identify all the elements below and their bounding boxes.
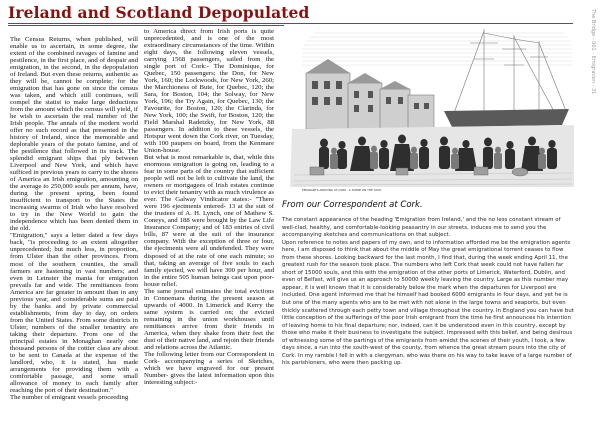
paragraph: But what is most remarkable is, that, while this enormous emigration is going on, leading to a fear in some parts of the country that sufficient people will not be left to cultivate the land, the owners or mortgagees of Irish estates continue to evict their tenantry with as much virulence as ever. The Galway Vindicator states:- "There were 196 ejectments entered- 13 at the suit of the trustees of A. H. Lynch, one of Mathew S. Coneys, and 188 were brought by the Law Life Insurance Company; and of 183 entries of civil bills, 87 were at the suit of the insurance company. With the exception of three or four, the ejectments were all undefended. They were disposed of at the rate of one each minute; so that, taking an average of five souls to each family ejected, we will have 300 per hour, and in the entire 505 human beings cast upon poor-house relief. <box>144 154 274 288</box>
article-column-3 <box>282 217 575 368</box>
correspondent-caption: From our Correspondent at Cork. <box>282 200 423 210</box>
paragraph: The following letter from our Correspondent in Cork- accompanying a series of Sketches, which we have engraved for our present Number- gives the latest information upon this interesting subject:- <box>144 350 274 386</box>
article-title: Ireland and Scotland Depopulated <box>8 3 310 22</box>
paragraph: The constant appearance of the heading 'Emigration from Ireland,' and the no less constant stream of well-clad, healthy, and comfortable-looking peasantry in our streets, induces me to send you the accompanying sketches and communications on that subject. <box>282 217 561 239</box>
paragraph: The same journal estimates the total evictions in Connemara during the present season at upwards of 4000. In Limerick and Kerry the same system is carried on; the evicted remaining in the union workhouses until remittances arrive from their friends in America, when they shake from their feet the dust of their native land, and rejoin their friends and relations across the Atlantic. <box>144 287 274 351</box>
title-top-rule <box>8 23 573 24</box>
paragraph: Upon reference to notes and papers of my own, and to information afforded me be the emigration agents here, I am disposed to think that about the middle of May the great emigrational torrent ceases to flow from these shores. Looking backward for the last month, I find that, during the week ending April 11, the greatest rush for the season took place. The numbers who left Cork that week could not have fallen far short of 15000 souls, and this with the emigration of the other ports of Limerick, Waterford, Dublin, and even of Belfast, will give us an approach to 50000 weekly leaving the country. Large as this number may appear, it is well known that it is considerably below the mark when the departures for Liverpool are included. One agent informed me that he himself had booked 6000 emigrants in four days, and yet he is but one of the many agents who are to be met with not alone in the large towns and seaports, but even thickly scattered through each petty town and village throughout the country. In England you can have but little conception of the sufferings of the poor Irish emigrant from the time he first announces his intention of leaving home to his final departure; nor, indeed, can it be understood even in this country, except by those who make it their business to investigate the subject. Impressed with this belief, and being desirous of witnessing some of the partings of the emigrants from amidst the scenes of their youth, I took, a few days since, a run into the south-west of the county, from whence the great stream pours into the city of Cork. In my ramble I fell in with a clergyman, who was there on his way to take leave of a large number of his parishioners, who were then packing up. <box>282 239 574 367</box>
paragraph: The Census Returns, when published, will enable us to ascertain, in some degree, the extent of the combined ravages of famine and pestilence, in the first place, and of despair and emigration, in the second, in the depopulation of Ireland. But even these returns, authentic as they will be, cannot be complete; for the emigration that has gone on since the census was taken, and which still continues, will compel the statist to make large deductions from the amount which the census will yield, if he wish to ascertain the real number of the Irish people. The annals of the modern world offer no such record as that presented in the history of Ireland, since the memorable and deplorable years of the potato famine, and of the pestilence that followed in its track. The splendid emigrant ships that ply between Liverpool and New York, and which have sufficed in previous years to carry to the shores of America an Irish emigration, amounting on the average to 250,000 souls per annum, have, during the present spring, been found insufficient to transport to the States the increasing swarms of Irish who have resolved to try in the New World to gain the independence which has been denied them in the old. <box>10 36 138 233</box>
emigrants-engraving-illustration <box>284 25 575 193</box>
illustration-caption: EMIGRANTS ARRIVING AT CORK - A SCENE ON THE QUAY. <box>302 188 382 192</box>
side-page-label: The Bridge - 001 - Emigration - 31 <box>590 9 596 95</box>
article-column-2 <box>144 28 274 386</box>
paragraph: "Emigration," says a letter dated a few days back, "is proceeding to an extent altogether unprecedented; but much less, in proportion, from Ulster than the other provinces. From most of the southern counties, the small farmers are hastening in vast numbers; and even in Leinster the mania for emigration prevails far and wide. The remittances from America are far greater in amount than in any previous year, and considerable sums are paid by the banks and by private commercial establishments, from day to day, on orders from the United States. From some districts in Ulster, numbers of the smaller tenantry are taking their departure. From one of the principal estates in Monaghan nearly one thousand persons of the cottier class are about to be sent to Canada at the expense of the landlord, who, it is stated, has made arrangements for providing them with a comfortable passage, and some small allowance of money to each family after reaching the port of their destination." <box>10 232 138 394</box>
paragraph: to America direct from Irish ports is quite unprecedented, and is one of the most extraordinary circumstances of the time. Within eight days, the following eleven vessels, carrying 1568 passengers, sailed from the single port of Cork:- The Dominique, for Quebec, 150 passengers; the Don, for New York, 160; the Lockwoods, for New York, 260; the Marchioness of Bute, for Quebec, 120; the Sara, for Boston, 104; the Solway, for New York, 196; the Try Again, for Quebec, 130; the Favourite, for Boston, 120; the Clarinda, for New York, 100; the Swift, for Boston, 120; the Field Marshal Radetzky, for New York, 88 passengers. In addition to these vessels, the Hotspur went down the Cork river, on Tuesday, with 100 paupers on board, from the Kenmare Union-house. <box>144 28 274 155</box>
article-column-1 <box>10 36 138 401</box>
paragraph: The number of emigrant vessels proceeding <box>10 393 129 401</box>
